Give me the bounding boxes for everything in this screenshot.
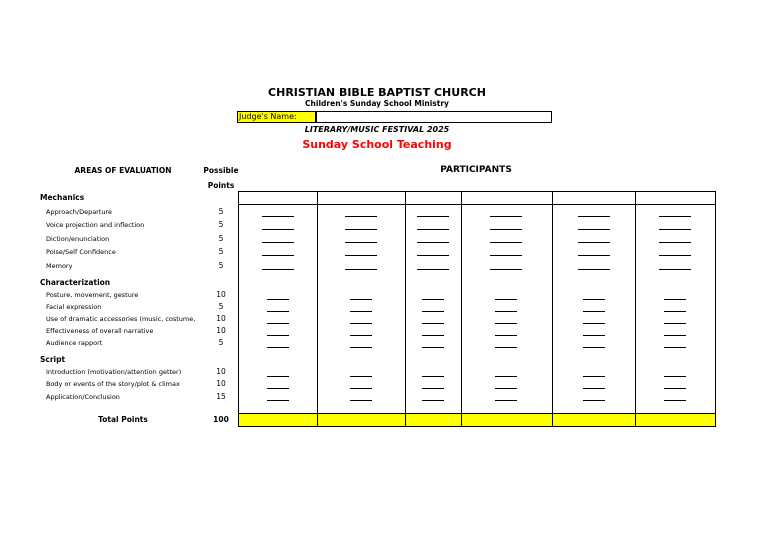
grid-bottom-line (238, 426, 716, 427)
score-blank[interactable] (262, 229, 294, 230)
grid-column-line (715, 191, 716, 427)
score-blank[interactable] (417, 216, 449, 217)
criterion-label: Facial expression (46, 303, 102, 311)
score-blank[interactable] (345, 255, 377, 256)
score-blank[interactable] (659, 229, 691, 230)
score-blank[interactable] (267, 400, 289, 401)
grid-column-line (238, 191, 239, 427)
score-blank[interactable] (664, 311, 686, 312)
section-title: Script (40, 355, 66, 364)
grid-total-line (238, 413, 716, 414)
total-cell[interactable] (462, 413, 552, 426)
criterion-points: 10 (216, 367, 226, 376)
festival-title: LITERARY/MUSIC FESTIVAL 2025 (304, 125, 450, 134)
score-blank[interactable] (267, 323, 289, 324)
criterion-points: 10 (216, 314, 226, 323)
score-blank[interactable] (583, 299, 605, 300)
score-blank[interactable] (422, 323, 444, 324)
judge-name-label: Judge's Name: (237, 111, 316, 123)
grid-column-line (461, 191, 462, 427)
score-blank[interactable] (583, 400, 605, 401)
criterion-points: 5 (218, 234, 224, 243)
criterion-points: 10 (216, 326, 226, 335)
score-blank[interactable] (583, 323, 605, 324)
score-blank[interactable] (490, 216, 522, 217)
criterion-label: Voice projection and inflection (46, 221, 145, 229)
score-blank[interactable] (350, 347, 372, 348)
total-cell[interactable] (553, 413, 635, 426)
score-blank[interactable] (417, 269, 449, 270)
score-blank[interactable] (350, 323, 372, 324)
criterion-label: Memory (46, 262, 73, 270)
score-blank[interactable] (422, 347, 444, 348)
criterion-label: Diction/enunciation (46, 235, 110, 243)
score-blank[interactable] (583, 376, 605, 377)
score-blank[interactable] (578, 255, 610, 256)
score-blank[interactable] (262, 216, 294, 217)
points-header: Points (207, 181, 235, 190)
criterion-label: Use of dramatic accessories (music, costume, (46, 315, 196, 323)
score-blank[interactable] (659, 242, 691, 243)
score-blank[interactable] (490, 229, 522, 230)
score-blank[interactable] (583, 311, 605, 312)
participants-grid (238, 191, 716, 427)
score-blank[interactable] (345, 269, 377, 270)
score-blank[interactable] (664, 376, 686, 377)
score-blank[interactable] (350, 388, 372, 389)
score-blank[interactable] (495, 311, 517, 312)
score-blank[interactable] (578, 216, 610, 217)
criterion-points: 10 (216, 379, 226, 388)
total-cell[interactable] (318, 413, 405, 426)
criterion-points: 5 (218, 247, 224, 256)
criterion-label: Posture, movement, gesture (46, 291, 139, 299)
criterion-label: Body or events of the story/plot & climax (46, 380, 180, 388)
score-blank[interactable] (267, 347, 289, 348)
criterion-points: 15 (216, 392, 226, 401)
score-blank[interactable] (583, 347, 605, 348)
score-blank[interactable] (664, 299, 686, 300)
total-cell[interactable] (238, 413, 317, 426)
section-title: Characterization (40, 278, 111, 287)
score-blank[interactable] (267, 335, 289, 336)
church-name: CHRISTIAN BIBLE BAPTIST CHURCH (268, 86, 486, 99)
score-blank[interactable] (267, 311, 289, 312)
score-blank[interactable] (495, 388, 517, 389)
score-blank[interactable] (578, 229, 610, 230)
score-blank[interactable] (262, 269, 294, 270)
score-blank[interactable] (267, 388, 289, 389)
score-blank[interactable] (495, 400, 517, 401)
score-blank[interactable] (267, 299, 289, 300)
score-blank[interactable] (422, 311, 444, 312)
score-blank[interactable] (664, 323, 686, 324)
score-blank[interactable] (659, 255, 691, 256)
total-cell[interactable] (406, 413, 461, 426)
score-blank[interactable] (583, 335, 605, 336)
criterion-points: 5 (218, 338, 224, 347)
score-blank[interactable] (495, 299, 517, 300)
criterion-points: 5 (218, 220, 224, 229)
score-blank[interactable] (417, 229, 449, 230)
criterion-points: 5 (218, 261, 224, 270)
total-points-value: 100 (213, 415, 229, 424)
score-blank[interactable] (422, 400, 444, 401)
score-blank[interactable] (350, 376, 372, 377)
score-blank[interactable] (495, 323, 517, 324)
score-blank[interactable] (490, 269, 522, 270)
criterion-label: Poise/Self Confidence (46, 248, 116, 256)
score-blank[interactable] (262, 242, 294, 243)
score-blank[interactable] (495, 347, 517, 348)
criterion-points: 5 (218, 207, 224, 216)
grid-top-line (238, 191, 716, 192)
score-blank[interactable] (578, 269, 610, 270)
criterion-label: Approach/Departure (46, 208, 113, 216)
score-blank[interactable] (490, 242, 522, 243)
judge-name-field[interactable] (316, 111, 552, 123)
score-blank[interactable] (659, 216, 691, 217)
score-blank[interactable] (495, 376, 517, 377)
section-title: Mechanics (40, 193, 85, 202)
score-blank[interactable] (350, 311, 372, 312)
score-blank[interactable] (267, 376, 289, 377)
total-cell[interactable] (636, 413, 715, 426)
score-blank[interactable] (495, 335, 517, 336)
criterion-points: 5 (218, 302, 224, 311)
grid-column-line (552, 191, 553, 427)
criterion-label: Effectiveness of overall narrative (46, 327, 154, 335)
grid-column-line (405, 191, 406, 427)
criterion-label: Application/Conclusion (46, 393, 120, 401)
score-blank[interactable] (664, 400, 686, 401)
ministry-name: Children's Sunday School Ministry (305, 99, 449, 108)
grid-column-line (635, 191, 636, 427)
participants-header: PARTICIPANTS (440, 165, 512, 175)
grid-column-line (317, 191, 318, 427)
criterion-label: Audience rapport (46, 339, 103, 347)
score-blank[interactable] (490, 255, 522, 256)
criterion-label: Introduction (motivation/attention getter) (46, 368, 182, 376)
areas-header: AREAS OF EVALUATION (74, 166, 172, 175)
possible-header: Possible (203, 166, 239, 175)
score-blank[interactable] (422, 376, 444, 377)
grid-header-line (238, 204, 716, 205)
category-title: Sunday School Teaching (302, 138, 452, 151)
score-blank[interactable] (583, 388, 605, 389)
score-blank[interactable] (664, 335, 686, 336)
score-blank[interactable] (659, 269, 691, 270)
score-blank[interactable] (350, 335, 372, 336)
total-points-label: Total Points (98, 415, 148, 424)
score-blank[interactable] (664, 347, 686, 348)
score-blank[interactable] (664, 388, 686, 389)
score-blank[interactable] (417, 242, 449, 243)
score-blank[interactable] (345, 229, 377, 230)
score-blank[interactable] (345, 216, 377, 217)
score-blank[interactable] (417, 255, 449, 256)
criterion-points: 10 (216, 290, 226, 299)
score-blank[interactable] (350, 400, 372, 401)
score-blank[interactable] (578, 242, 610, 243)
score-blank[interactable] (350, 299, 372, 300)
score-blank[interactable] (262, 255, 294, 256)
score-blank[interactable] (422, 388, 444, 389)
score-blank[interactable] (422, 299, 444, 300)
score-blank[interactable] (345, 242, 377, 243)
score-blank[interactable] (422, 335, 444, 336)
